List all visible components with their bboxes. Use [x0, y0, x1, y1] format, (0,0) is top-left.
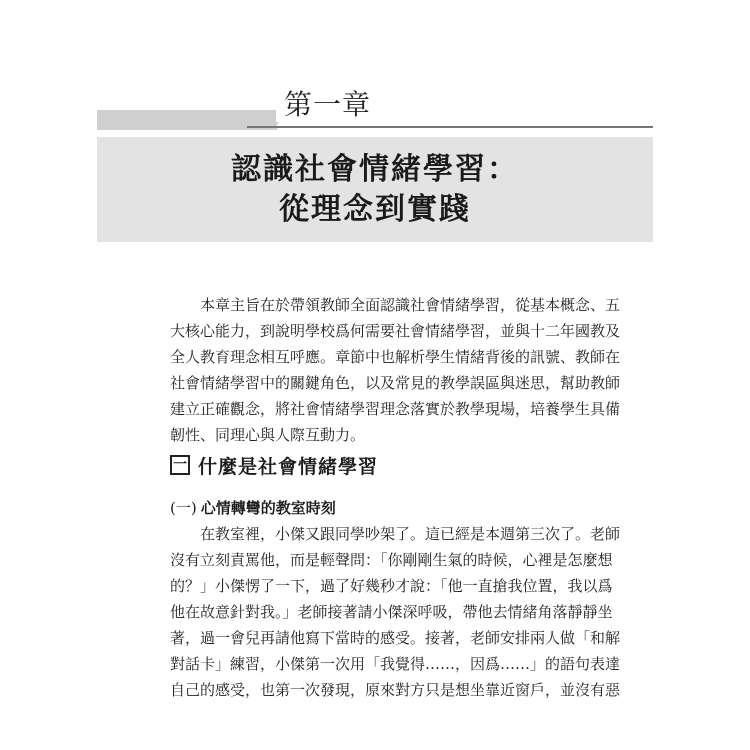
intro-line: 社會情緒學習中的關鍵角色，以及常見的教學誤區與迷思，幫助教師 [170, 374, 621, 392]
body-line: 的？」小傑愣了一下，過了好幾秒才說：「他一直搶我位置，我以爲 [170, 577, 613, 595]
section-heading [170, 452, 378, 478]
section-number-box: 一 [170, 455, 190, 475]
chapter-title-line-1: 認識社會情緒學習： [231, 152, 519, 187]
subsection-heading [170, 497, 336, 519]
body-line: 對話卡」練習，小傑第一次用「我覺得……，因爲……」的語句表達 [170, 655, 621, 673]
body-line: 在教室裡，小傑又跟同學吵架了。這已經是本週第三次了。老師 [200, 525, 621, 543]
intro-line: 建立正確觀念，將社會情緒學習理念落實於教學現場，培養學生具備 [170, 400, 621, 418]
body-line: 自己的感受，也第一次發現，原來對方只是想坐靠近窗戶，並沒有惡 [170, 681, 621, 699]
subsection-title: 心情轉彎的教室時刻 [200, 499, 336, 517]
chapter-intro-paragraph [170, 292, 621, 448]
body-line: 他在故意針對我。」老師接著請小傑深呼吸，帶他去情緒角落靜靜坐 [170, 603, 613, 621]
body-line: 著，過一會兒再請他寫下當時的感受。接著，老師安排兩人做「和解 [170, 629, 621, 647]
subsection-number: (一) [170, 499, 197, 517]
intro-line: 本章主旨在於帶領教師全面認識社會情緒學習，從基本概念、五 [200, 296, 621, 314]
body-line: 沒有立刻責罵他，而是輕聲問：「你剛剛生氣的時候，心裡是怎麼想 [170, 551, 613, 569]
chapter-header-rule [247, 126, 653, 128]
chapter-label: 第一章 [276, 88, 379, 122]
chapter-title-banner [97, 137, 653, 242]
intro-line: 大核心能力，到說明學校爲何需要社會情緒學習，並與十二年國教及 [170, 322, 621, 340]
intro-line: 韌性、同理心與人際互動力。 [170, 426, 366, 444]
body-paragraph [170, 521, 621, 703]
intro-line: 全人教育理念相互呼應。章節中也解析學生情緒背後的訊號、教師在 [170, 348, 621, 366]
chapter-title-line-2: 從理念到實踐 [279, 192, 471, 227]
section-title: 什麼是社會情緒學習 [198, 455, 379, 478]
